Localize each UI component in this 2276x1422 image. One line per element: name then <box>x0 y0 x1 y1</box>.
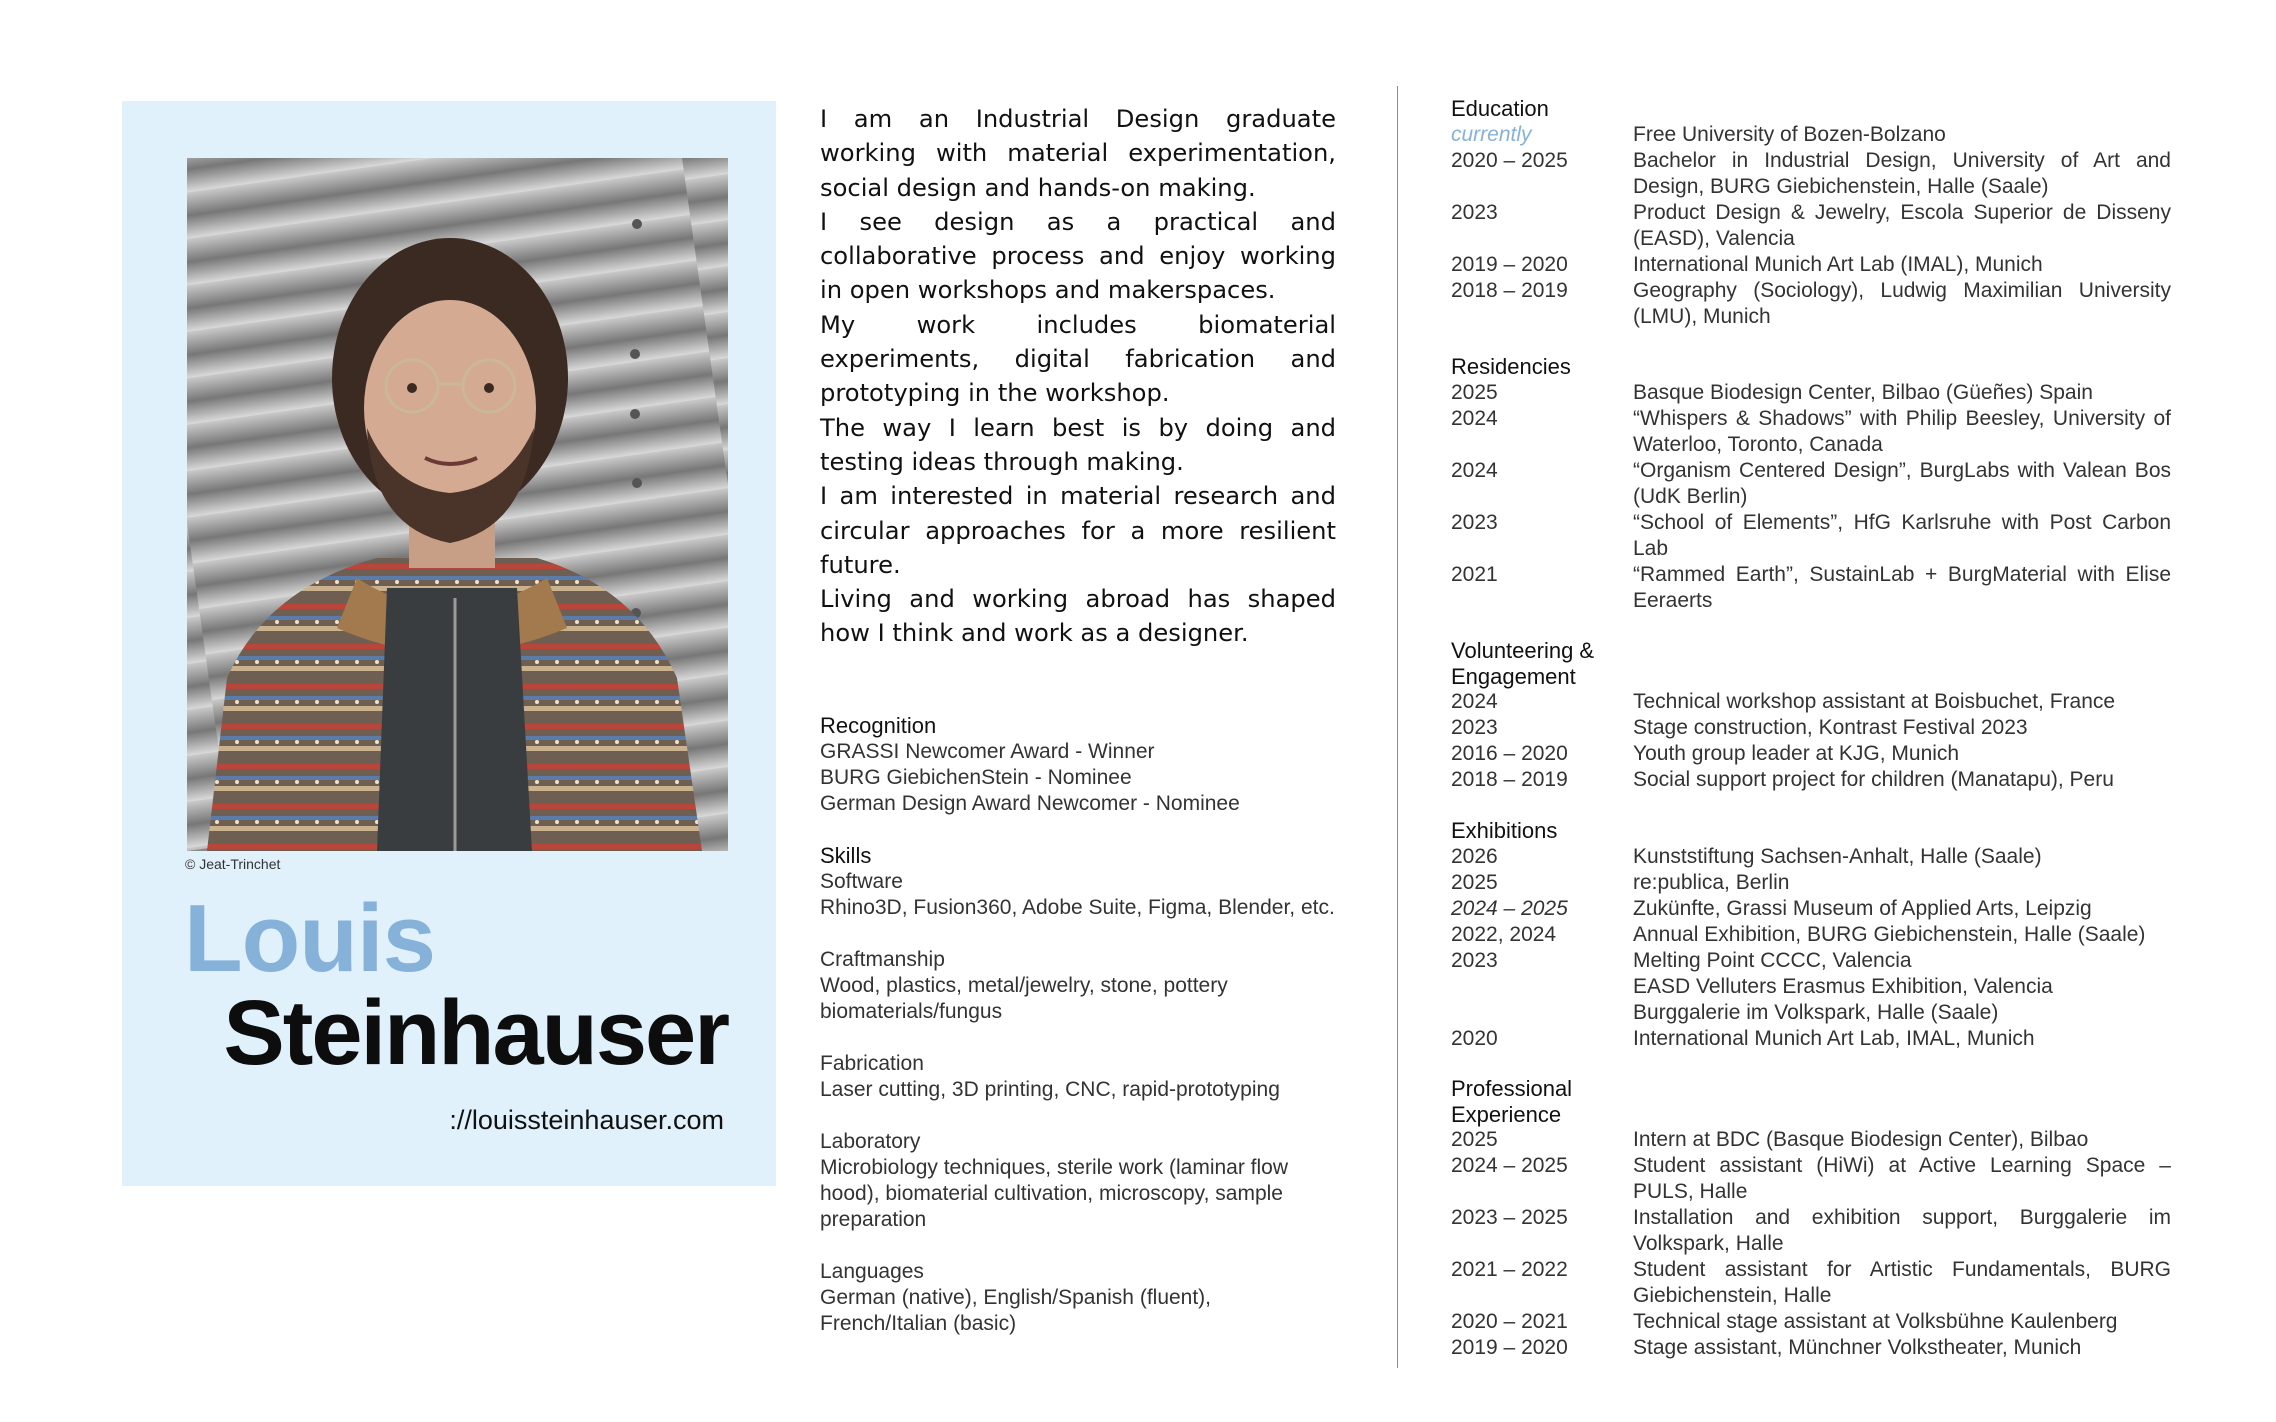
list-item: 2024 “Organism Centered Design”, BurgLabs with Valean Bos (UdK Berlin) <box>1451 458 2171 508</box>
list-item: 2021 – 2022 Student assistant for Artistic Fundamentals, BURG Giebichenstein, Halle <box>1451 1258 2171 1307</box>
portrait-photo <box>187 158 728 851</box>
bio-paragraph: Living and working abroad has shaped how I think and work as a designer. <box>820 585 1336 648</box>
list-item: GRASSI Newcomer Award - Winner <box>820 740 1155 763</box>
skill-group-text: Laser cutting, 3D printing, CNC, rapid-prototyping <box>820 1078 1280 1101</box>
first-name: Louis <box>184 885 435 992</box>
skill-group-title: Languages <box>820 1260 924 1283</box>
volunteering-section <box>1451 638 2171 793</box>
skill-group-text: German (native), English/Spanish (fluent), French/Italian (basic) <box>820 1286 1212 1335</box>
skill-group-title: Software <box>820 870 903 893</box>
list-item: Burggalerie im Volkspark, Halle (Saale) <box>1633 1000 1999 1024</box>
section-heading: Volunteering & <box>1451 638 1595 663</box>
bio-paragraph: I am interested in material research and circular approaches for a more resilient future. <box>820 482 1336 579</box>
list-item: 2025 re:publica, Berlin <box>1451 870 1790 894</box>
residencies-section <box>1451 354 2171 614</box>
section-heading: Exhibitions <box>1451 818 1558 843</box>
list-item: 2024 – 2025 Student assistant (HiWi) at Active Learning Space – PULS, Halle <box>1451 1154 2171 1203</box>
experience-section <box>1451 1076 2171 1361</box>
recognition-section <box>820 713 1340 1337</box>
skill-group-text: Rhino3D, Fusion360, Adobe Suite, Figma, Blender, etc. <box>820 896 1335 919</box>
profile-card <box>122 101 776 1186</box>
list-item: BURG GiebichenStein - Nominee <box>820 766 1132 789</box>
list-item: 2025 Basque Biodesign Center, Bilbao (Güeñes) Spain <box>1451 380 2093 404</box>
list-item: 2024 Technical workshop assistant at Boisbuchet, France <box>1451 690 2116 713</box>
list-item: currently Free University of Bozen-Bolzano <box>1451 122 1946 146</box>
list-item: 2025 Intern at BDC (Basque Biodesign Center), Bilbao <box>1451 1128 2089 1151</box>
list-item: 2022, 2024 Annual Exhibition, BURG Giebichenstein, Halle (Saale) <box>1451 922 2146 946</box>
section-heading: Recognition <box>820 713 937 738</box>
list-item: 2026 Kunststiftung Sachsen-Anhalt, Halle (Saale) <box>1451 844 2042 868</box>
bio-paragraph: I am an Industrial Design graduate working with material experimentation, social design and hands-on making. <box>820 105 1336 202</box>
bio <box>820 102 1336 651</box>
list-item: 2023 Product Design & Jewelry, Escola Superior de Disseny (EASD), Valencia <box>1451 200 2171 250</box>
bio-paragraph: The way I learn best is by doing and testing ideas through making. <box>820 413 1336 476</box>
list-item: German Design Award Newcomer - Nominee <box>820 792 1240 815</box>
list-item: 2021 “Rammed Earth”, SustainLab + BurgMaterial with Elise Eeraerts <box>1451 562 2171 612</box>
list-item: 2023 Stage construction, Kontrast Festival 2023 <box>1451 716 2028 739</box>
list-item: 2018 – 2019 Social support project for children (Manatapu), Peru <box>1451 768 2114 791</box>
list-item: 2016 – 2020 Youth group leader at KJG, Munich <box>1451 742 1960 765</box>
section-heading: Engagement <box>1451 663 1576 689</box>
bio-paragraph: My work includes biomaterial experiments, digital fabrication and prototyping in the workshop. <box>820 310 1336 408</box>
list-item: EASD Velluters Erasmus Exhibition, Valencia <box>1633 974 2053 998</box>
list-item: 2023 – 2025 Installation and exhibition support, Burggalerie im Volkspark, Halle <box>1451 1206 2171 1255</box>
section-heading: Experience <box>1451 1101 1562 1127</box>
list-item: 2024 “Whispers & Shadows” with Philip Beesley, University of Waterloo, Toronto, Canada <box>1451 406 2171 456</box>
bio-paragraph: I see design as a practical and collaborative process and enjoy working in open workshops and makerspaces. <box>820 207 1336 305</box>
section-heading: Professional <box>1451 1076 1573 1101</box>
skill-group-title: Fabrication <box>820 1052 924 1075</box>
list-item: 2020 – 2021 Technical stage assistant at Volksbühne Kaulenberg <box>1451 1310 2118 1333</box>
list-item: 2023 Melting Point CCCC, Valencia <box>1451 948 1912 972</box>
list-item: 2020 – 2025 Bachelor in Industrial Design, University of Art and Design, BURG Giebichenstein, Halle (Saale) <box>1451 148 2171 198</box>
list-item: 2019 – 2020 Stage assistant, Münchner Volkstheater, Munich <box>1451 1336 2082 1359</box>
column-divider <box>1397 86 1398 1368</box>
skill-group-text: Wood, plastics, metal/jewelry, stone, pottery biomaterials/fungus <box>820 974 1228 1023</box>
list-item: 2023 “School of Elements”, HfG Karlsruhe with Post Carbon Lab <box>1451 510 2171 560</box>
list-item: 2024 – 2025 Zukünfte, Grassi Museum of Applied Arts, Leipzig <box>1451 896 2092 920</box>
last-name: Steinhauser <box>223 982 728 1084</box>
website-link[interactable]: ://louissteinhauser.com <box>449 1105 724 1135</box>
list-item: 2019 – 2020 International Munich Art Lab (IMAL), Munich <box>1451 252 2043 276</box>
skill-group-title: Craftmanship <box>820 948 945 971</box>
list-item: 2018 – 2019 Geography (Sociology), Ludwig Maximilian University (LMU), Munich <box>1451 278 2171 328</box>
section-heading: Residencies <box>1451 354 1571 379</box>
skill-group-title: Laboratory <box>820 1130 921 1153</box>
list-item: 2020 International Munich Art Lab, IMAL, Munich <box>1451 1026 2035 1050</box>
education-section <box>1451 96 2171 330</box>
section-heading: Skills <box>820 843 872 868</box>
skill-group-text: Microbiology techniques, sterile work (laminar flow hood), biomaterial cultivation, microscopy, sample preparation <box>820 1156 1289 1231</box>
section-heading: Education <box>1451 96 1549 121</box>
exhibitions-section <box>1451 818 2171 1052</box>
photo-credit: © Jeat-Trinchet <box>185 856 281 872</box>
